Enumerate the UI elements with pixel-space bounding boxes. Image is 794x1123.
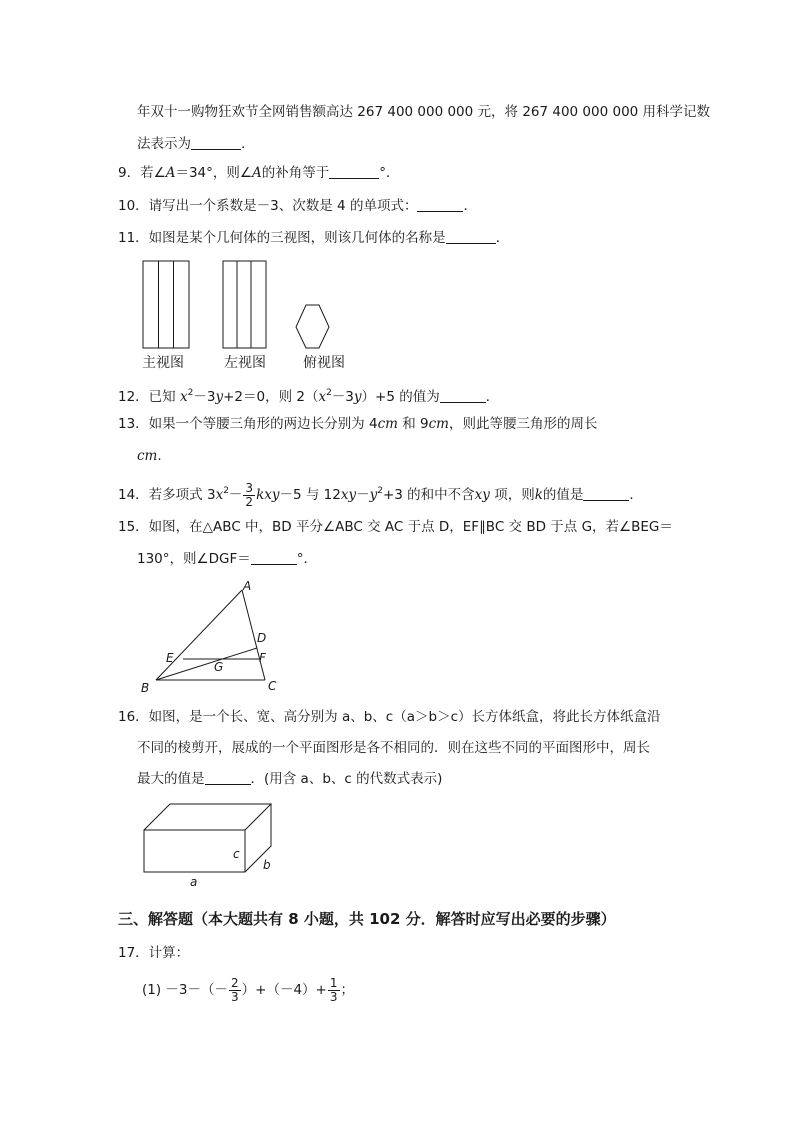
q17-item-1	[142, 976, 354, 1004]
q12-exp2: 2	[326, 388, 332, 398]
q16-line2: 不同的棱剪开，展成的一个平面图形是各不相同的．则在这些不同的平面图形中，周长	[137, 740, 650, 756]
q11-end: ．	[495, 230, 510, 246]
q16-line3-text-b: ．(用含 a、b、c 的代数式表示)	[250, 771, 443, 787]
question-14	[118, 478, 643, 509]
q14-xy2: xy	[474, 487, 490, 503]
cuboid-top-face	[144, 804, 271, 830]
q17-fraction-1-den: 3	[231, 989, 239, 1004]
q14-fraction	[243, 482, 255, 509]
q12-mid4: ）+5 的值为	[361, 389, 440, 405]
q9-post: 的补角等于	[261, 165, 330, 181]
question-10	[118, 196, 477, 216]
q12-y: y	[215, 389, 224, 405]
q14-y: y	[369, 487, 378, 503]
q8-end: .	[241, 136, 246, 152]
q14-kxy: kxy	[256, 487, 280, 503]
q16-line3-text-a: 最大的值是	[137, 771, 205, 787]
point-f-label: F	[259, 651, 266, 665]
q8-line2-text: 法表示为	[137, 136, 191, 152]
question-13-line1	[118, 414, 597, 434]
q14-mid: －5 与 12	[279, 487, 341, 503]
q9-mid: ＝34°，则∠	[175, 165, 252, 181]
q12-end: ．	[485, 389, 500, 405]
q12-x2: x	[318, 389, 327, 405]
q15-line2-text: 130°，则∠DGF＝	[137, 551, 251, 567]
q12-answer-blank[interactable]	[440, 388, 486, 403]
q14-fraction-num: 3	[245, 480, 254, 495]
q11-answer-blank[interactable]	[446, 229, 496, 244]
q15-line1: 15．如图，在△ABC 中，BD 平分∠ABC 交 AC 于点 D，EF∥BC 交 BD 于点 G，若∠BEG＝	[118, 519, 673, 535]
question-13-line2	[137, 446, 162, 466]
q8-line2	[137, 134, 245, 154]
cuboid-front-face	[144, 830, 245, 872]
q14-exp: 2	[223, 486, 229, 496]
height-label-c: c	[233, 847, 240, 861]
side-view-figure	[223, 261, 266, 348]
q15-answer-blank[interactable]	[251, 550, 297, 565]
q14-pre: 14．若多项式 3	[118, 487, 216, 503]
q8-line1: 年双十一购物狂欢节全网销售额高达 267 400 000 000 元，将 267 400 000 000 用科学记数	[137, 104, 711, 120]
q17-item1-pre: (1) －3－（－	[142, 982, 229, 998]
question-9	[118, 163, 399, 183]
q16-answer-blank[interactable]	[205, 770, 251, 785]
q15-line2	[137, 549, 317, 569]
q17-item1-mid: ）+（－4）+	[241, 982, 327, 998]
point-c-label: C	[268, 679, 277, 693]
point-a-label: A	[243, 579, 252, 593]
q13-end: .	[157, 448, 162, 464]
front-view-label: 主视图	[142, 355, 184, 371]
q12-num: 12．已知	[118, 389, 180, 405]
top-view-hexagon	[296, 305, 329, 348]
q12-exp: 2	[187, 388, 194, 398]
q10-text: 10．请写出一个系数是－3、次数是 4 的单项式：	[118, 198, 418, 214]
section-3-heading: 三、解答题（本大题共有 8 小题，共 102 分．解答时应写出必要的步骤）	[118, 910, 616, 928]
q13-text-c: ，则此等腰三角形的周长	[448, 416, 598, 432]
q13-text-b: 和 9	[397, 416, 429, 432]
q13-unit1: cm	[377, 416, 398, 432]
point-b-label: B	[141, 681, 150, 695]
q14-mid3: +3 的和中不含	[382, 487, 475, 503]
q9-num: 9．	[118, 165, 141, 181]
three-views-figure	[136, 258, 396, 373]
length-label-a: a	[190, 875, 198, 889]
front-view-figure	[143, 261, 189, 348]
triangle-figure	[138, 578, 298, 696]
q14-end: ．	[629, 487, 643, 503]
q9-var2: A	[251, 165, 262, 181]
q17-fraction-2-den: 3	[329, 989, 338, 1004]
q8-answer-blank[interactable]	[191, 135, 241, 150]
point-e-label: E	[166, 651, 174, 665]
q14-exp2: 2	[377, 486, 383, 496]
q14-fraction-den: 2	[245, 494, 254, 509]
q10-end: ．	[463, 198, 477, 214]
q9-end: °．	[379, 165, 400, 181]
question-12	[118, 383, 499, 407]
q12-x: x	[179, 389, 188, 405]
q13-unit3: cm	[137, 448, 158, 464]
q17-title: 17．计算：	[118, 945, 190, 961]
side-view-label: 左视图	[224, 355, 266, 371]
q14-mid2: －	[356, 487, 370, 503]
cuboid-figure	[138, 798, 308, 893]
q17-item1-end: ；	[340, 982, 355, 998]
q14-mid4: 项，则	[489, 487, 535, 503]
q9-answer-blank[interactable]	[329, 164, 379, 179]
top-view-label: 俯视图	[303, 355, 345, 371]
q9-var: A	[165, 165, 176, 181]
point-d-label: D	[257, 631, 267, 645]
q15-end: °．	[296, 551, 317, 567]
q11-text: 11．如图是某个几何体的三视图，则该几何体的名称是	[118, 230, 446, 246]
q17-fraction-1	[229, 977, 241, 1004]
q10-answer-blank[interactable]	[417, 197, 463, 212]
question-11	[118, 228, 509, 248]
q14-minus: －	[228, 487, 243, 503]
q13-text-a: 13．如果一个等腰三角形的两边长分别为 4	[118, 416, 378, 432]
point-g-label: G	[214, 660, 224, 674]
q14-answer-blank[interactable]	[583, 486, 629, 501]
width-label-b: b	[263, 858, 271, 872]
q14-x: x	[215, 487, 224, 503]
q17-fraction-2	[328, 977, 340, 1004]
q14-xy: xy	[340, 487, 357, 503]
q17-fraction-1-num: 2	[231, 975, 239, 990]
q9-pre: 若∠	[140, 165, 166, 181]
q14-k: k	[534, 487, 543, 503]
q13-unit2: cm	[428, 416, 449, 432]
q12-mid2: +2＝0，则 2（	[223, 389, 319, 405]
q14-post: 的值是	[542, 487, 584, 503]
q16-line1: 16．如图，是一个长、宽、高分别为 a、b、c（a＞b＞c）长方体纸盒，将此长方体纸盒沿	[118, 709, 661, 725]
q17-fraction-2-num: 1	[329, 975, 338, 990]
q12-y2: y	[353, 389, 362, 405]
q16-line3	[137, 769, 442, 789]
q12-mid1: －3	[193, 389, 216, 405]
q12-mid3: －3	[331, 389, 354, 405]
